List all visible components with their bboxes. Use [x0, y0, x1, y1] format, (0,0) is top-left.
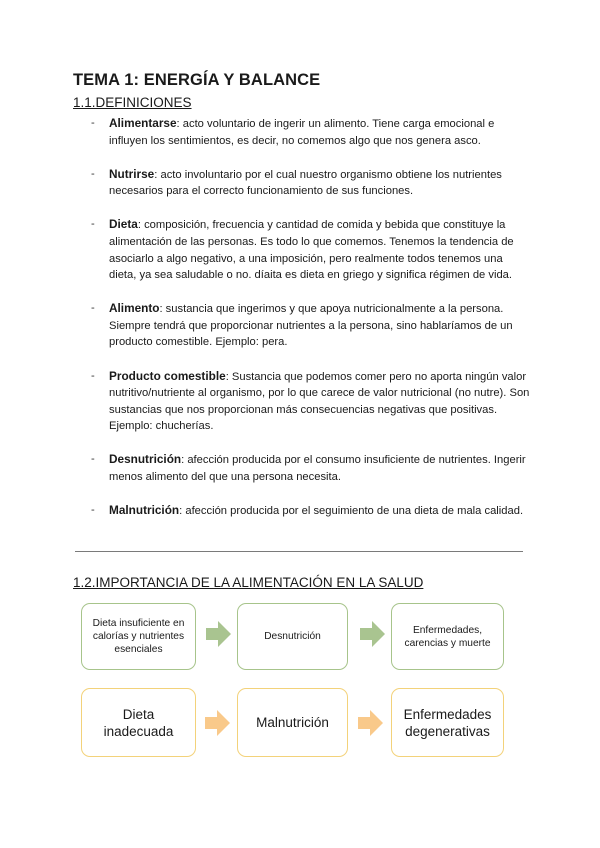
section-heading-importancia: 1.2.IMPORTANCIA DE LA ALIMENTACIÓN EN LA SALUD	[73, 575, 424, 590]
definition-text: : sustancia que ingerimos y que apoya nutricionalmente a la persona. Siempre tendrá que proporcionar nutrientes a la persona, sino hablaríamos de un producto comestible. Ejemplo: pera.	[109, 303, 513, 349]
dash-bullet: -	[91, 167, 95, 180]
flow2-box-cause-text: Dieta inadecuada	[103, 706, 174, 739]
flow1-box-cause	[81, 603, 196, 670]
list-item	[91, 451, 531, 485]
flow2-box-effect	[391, 688, 504, 757]
flow1-arrow-2-icon	[360, 620, 386, 648]
flow1-box-middle-text: Desnutrición	[264, 631, 321, 642]
flow1-arrow-1-icon	[206, 620, 232, 648]
flow2-arrow-2-icon	[358, 709, 384, 737]
flow2-arrow-1-icon	[205, 709, 231, 737]
flow2-box-middle	[237, 688, 348, 757]
flow1-box-cause-text: Dieta insuficiente en calorías y nutrientes esenciales	[92, 618, 185, 655]
definitions-list	[91, 115, 531, 536]
definition-term: Malnutrición	[109, 503, 180, 518]
list-item	[91, 166, 531, 200]
horizontal-divider	[75, 551, 523, 552]
dash-bullet: -	[91, 302, 95, 315]
dash-bullet: -	[91, 117, 95, 129]
flow2-box-cause	[81, 688, 196, 757]
definition-text: : acto involuntario por el cual nuestro organismo obtiene los nutrientes necesarios para el correcto funcionamiento de sus funciones.	[109, 168, 502, 198]
flow2-box-middle-text: Malnutrición	[256, 715, 329, 730]
definition-term: Producto comestible	[109, 368, 226, 383]
definition-text: : composición, frecuencia y cantidad de comida y bebida que constituye la alimentación de las personas. Es todo lo que comemos. Tenemos la tendencia de asociarlo a algo negativo, a una imposición, pero realmente todos tenemos una dieta, ya sea saludable o no. díaita es dieta en griego y significa régimen de vida.	[109, 219, 514, 282]
flow2-box-effect-text: Enfermedades degenerativas	[403, 706, 492, 739]
definition-term: Desnutrición	[109, 452, 182, 467]
dash-bullet: -	[91, 504, 95, 517]
page-title: TEMA 1: ENERGÍA Y BALANCE	[73, 71, 321, 89]
list-item	[91, 216, 531, 283]
flow1-box-middle	[237, 603, 348, 670]
definition-text: : afección producida por el consumo insuficiente de nutrientes. Ingerir menos alimento del que una persona necesita.	[109, 454, 526, 483]
definition-text: : Sustancia que podemos comer pero no aporta ningún valor nutritivo/nutriente al organismo, por lo que carece de valor nutricional (no nutre). Son sustancias que nos proporcionan más consecuencias negativas que positivas. Ejemplo: chucherías.	[109, 370, 530, 433]
list-item	[91, 502, 531, 520]
dash-bullet: -	[91, 453, 95, 466]
definition-term: Alimento	[109, 301, 160, 316]
list-item	[91, 368, 531, 435]
dash-bullet: -	[91, 218, 95, 231]
flow1-box-effect-text: Enfermedades, carencias y muerte	[404, 624, 491, 649]
dash-bullet: -	[91, 369, 95, 382]
definition-term: Alimentarse	[109, 116, 177, 130]
flow1-box-effect	[391, 603, 504, 670]
list-item	[91, 115, 531, 149]
definition-term: Dieta	[109, 217, 138, 232]
definition-term: Nutrirse	[109, 166, 155, 181]
definition-text: : acto voluntario de ingerir un alimento. Tiene carga emocional e influyen los sentimientos, es decir, no comemos algo que nos genera asco.	[109, 118, 495, 147]
list-item	[91, 300, 531, 351]
definition-text: : afección producida por el seguimiento de una dieta de mala calidad.	[179, 505, 524, 518]
section-heading-definiciones: 1.1.DEFINICIONES	[73, 95, 192, 110]
